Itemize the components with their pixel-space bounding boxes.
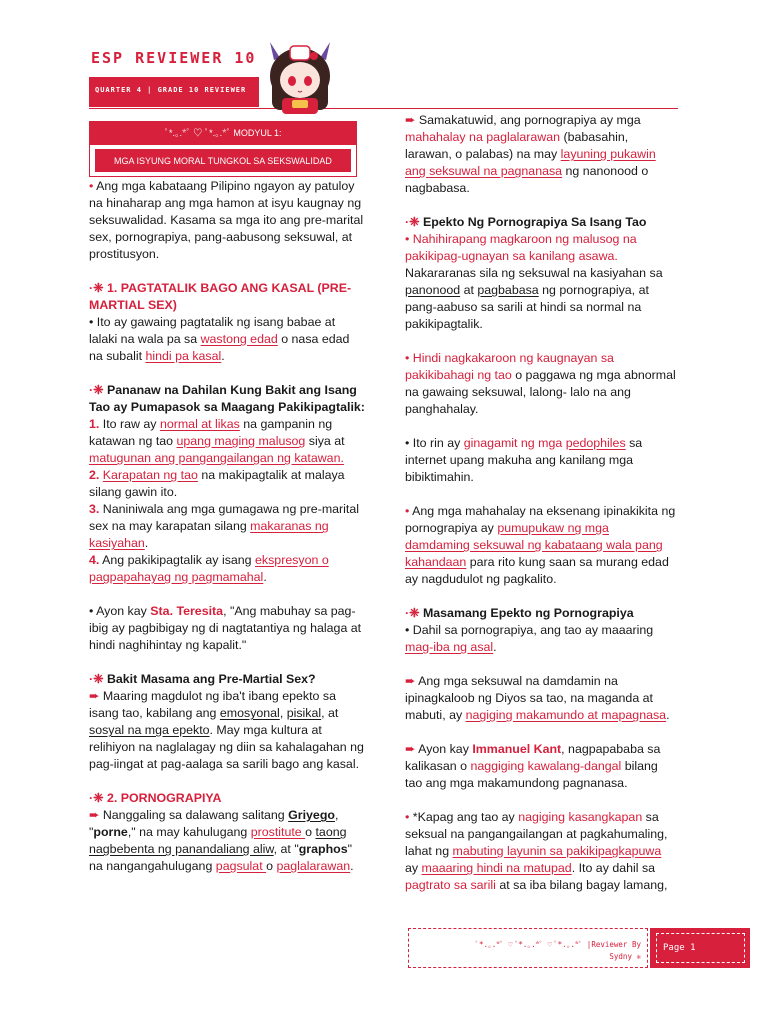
reason-2: 2. Karapatan ng tao na makipagtalik at malaya silang gawin ito. bbox=[89, 468, 345, 499]
anime-avatar-illustration bbox=[252, 36, 348, 116]
page-number: Page 1 bbox=[656, 933, 745, 963]
heading-why-bad: ·❈ Bakit Masama ang Pre-Martial Sex? bbox=[89, 672, 316, 686]
intro-paragraph: • Ang mga kabataang Pilipino ngayon ay patuloy na hinaharap ang mga hamon at isyu kaugnay ng seksuwalidad. Kasama sa mga ito ang pre-marital sex, pornograpiya, pang-aabusong seksuwal, at prostitusyon. bbox=[89, 179, 364, 261]
effect-2: • Hindi nagkakaroon ng kaugnayan sa pakikibahagi ng tao o paggawa ng mga abnormal na gawaing seksuwal, lalong- lalo na ang panghahalay. bbox=[405, 351, 676, 416]
effect-4: • Ang mga mahahalay na eksenang ipinakikita ng pornograpiya ay pumupukaw ng mga damdaming seksuwal ng kabataang wala pang kahandaan para rito kung saan sa murang edad ay nagdudulot ng pagkalito. bbox=[405, 504, 676, 586]
page-number-box bbox=[650, 928, 750, 968]
footer-credit-box bbox=[408, 928, 648, 968]
header-divider bbox=[89, 108, 678, 109]
tool-paragraph: • *Kapag ang tao ay nagiging kasangkapan sa seksual na pangangailangan at pagkahumaling, lahat ng mabuting layunin sa pakikipagkapuwa ay maaaring hindi na matupad. Ito ay dahil sa pagtrato sa sarili at sa iba bilang bagay lamang, bbox=[405, 810, 668, 892]
right-column bbox=[405, 112, 677, 894]
heading-pornograpiya: ·❈ 2. PORNOGRAPIYA bbox=[89, 791, 222, 805]
module-tag: ﾟ*.｡.*ﾟ ♡ ﾟ*.｡.*ﾟ MODYUL 1: bbox=[89, 121, 357, 145]
module-title: MGA ISYUNG MORAL TUNGKOL SA SEKSWALIDAD bbox=[95, 149, 351, 172]
heading-effects: ·❈ Epekto Ng Pornograpiya Sa Isang Tao bbox=[405, 215, 647, 229]
subtitle-band bbox=[89, 77, 259, 107]
kant-paragraph: ➨ Ayon kay Immanuel Kant, nagpapababa sa kalikasan o naggiging kawalang-dangal bilang tao ang mga makamundong pagnanasa. bbox=[405, 742, 661, 790]
footer-author: Sydny ❈ bbox=[609, 952, 641, 961]
left-column bbox=[89, 178, 365, 875]
reason-3: 3. Naniniwala ang mga gumagawa ng pre-marital sex na may karapatan silang makaranas ng kasiyahan. bbox=[89, 502, 359, 550]
heading-reasons: ·❈ Pananaw na Dahilan Kung Bakit ang Isang Tao ay Pumapasok sa Maagang Pakikipagtalik: bbox=[89, 383, 365, 414]
page-title: ESP REVIEWER 10 bbox=[91, 49, 257, 67]
reason-4: 4. Ang pakikipagtalik ay isang ekspresyon o pagpapahayag ng pagmamahal. bbox=[89, 553, 329, 584]
heading-bad-effects: ·❈ Masamang Epekto ng Pornograpiya bbox=[405, 606, 634, 620]
bad-effect-2: ➨ Ang mga seksuwal na damdamin na ipinagkaloob ng Diyos sa tao, na maganda at mabuti, ay nagiging makamundo at mapagnasa. bbox=[405, 674, 670, 722]
effect-1: • Nahihirapang magkaroon ng malusog na pakikipag-ugnayan sa kanilang asawa. Nakararanas sila ng seksuwal na kasiyahan sa panonood at pagbabasa ng pornograpiya, at pang-aabuso sa sarili at hindi sa normal na pakikipagtalik. bbox=[405, 232, 663, 331]
reason-1: 1. Ito raw ay normal at likas na gampanin ng katawan ng tao upang maging malusog siya at matugunan ang pangangailangan ng katawan. bbox=[89, 417, 345, 465]
porn-definition: ➨ Samakatuwid, ang pornograpiya ay mga mahahalay na paglalarawan (babasahin, larawan, o palabas) na may layuning pukawin ang seksuwal na pagnanasa ng nanonood o nagbabasa. bbox=[405, 113, 656, 195]
premarital-definition: • Ito ay gawaing pagtatalik ng isang babae at lalaki na wala pa sa wastong edad o nasa edad na subalit hindi pa kasal. bbox=[89, 315, 350, 363]
module-title-box bbox=[89, 145, 357, 177]
heading-premarital: ·❈ 1. PAGTATALIK BAGO ANG KASAL (PRE-MARTIAL SEX) bbox=[89, 281, 352, 312]
effect-3: • Ito rin ay ginagamit ng mga pedophiles sa internet upang makuha ang kanilang mga bibiktimahin. bbox=[405, 436, 643, 484]
subtitle: QUARTER 4 | GRADE 10 REVIEWER bbox=[95, 86, 247, 94]
why-bad-paragraph: ➨ Maaring magdulot ng iba't ibang epekto sa isang tao, kabilang ang emosyonal, pisikal, at sosyal na mga epekto. May mga kultura at relihiyon na naglalagay ng diin sa kahalagahan ng pag-iingat at pag-aalaga sa sarili bago ang kasal. bbox=[89, 689, 364, 771]
pornograpiya-origin: ➨ Nanggaling sa dalawang salitang Griyego, "porne," na may kahulugang prostitute o taong nagbebenta ng panandaliang aliw, at "graphos" na nangangahulugang pagsulat o paglalarawan. bbox=[89, 808, 354, 873]
footer-credit: ﾟ*.｡.*ﾟ ♡ ﾟ*.｡.*ﾟ ♡ ﾟ*.｡.*ﾟ |Reviewer By bbox=[475, 940, 641, 949]
quote-teresita: • Ayon kay Sta. Teresita, "Ang mabuhay sa pag-ibig ay pagbibigay ng di nagtatantiya ng halaga at hindi naghihintay ng kapalit." bbox=[89, 604, 362, 652]
bad-effect-1: • Dahil sa pornograpiya, ang tao ay maaaring mag-iba ng asal. bbox=[405, 623, 654, 654]
